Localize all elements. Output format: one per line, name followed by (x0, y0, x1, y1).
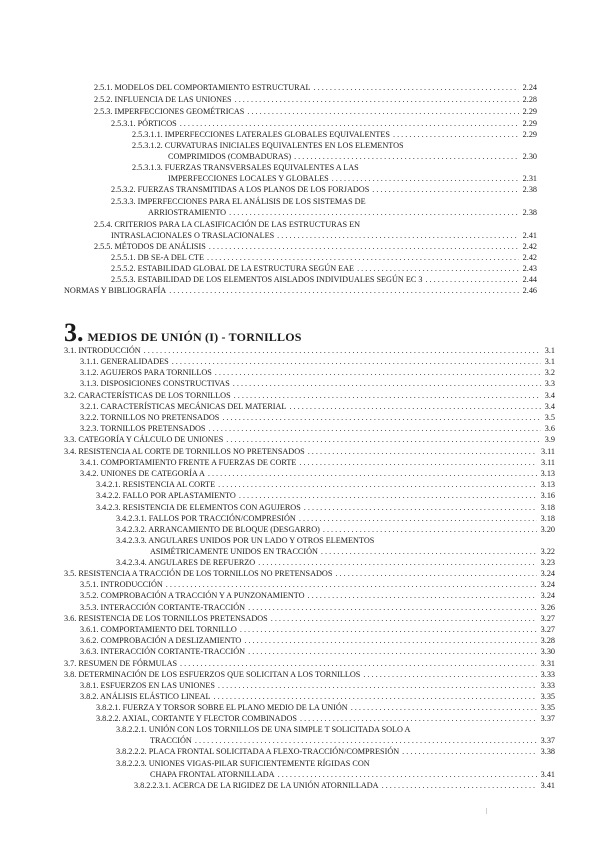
toc-entry-page: 3.38 (540, 747, 555, 756)
toc-entry-page: 3.24 (540, 580, 555, 589)
toc-entry-page: 3.13 (540, 469, 555, 478)
toc-entry (150, 546, 555, 557)
toc-entry-title: TRACCIÓN (150, 736, 192, 745)
toc-entry-page: 3.20 (540, 525, 555, 534)
toc-entry-title: 2.5.4. CRITERIOS PARA LA CLASIFICACIÓN DE LAS ESTRUCTURAS EN (94, 220, 361, 229)
toc-entry-title: 2.5.3.1.3. FUERZAS TRANSVERSALES EQUIVALENTES A LAS (132, 163, 359, 172)
toc-entry (64, 285, 537, 296)
toc-entry-page: 2.42 (522, 242, 537, 251)
toc-entry-title: 2.5.5.2. ESTABILIDAD GLOBAL DE LA ESTRUCTURA SEGÚN EAE (111, 264, 355, 273)
toc-entry (168, 151, 537, 162)
toc-entry-page: 2.24 (522, 83, 537, 92)
toc-entry-title: 2.5.2. INFLUENCIA DE LAS UNIONES (94, 95, 232, 104)
toc-entry-title: 3.7. RESUMEN DE FÓRMULAS (64, 659, 178, 668)
toc-entry (80, 378, 555, 389)
toc-entry-title: 3.2. CARACTERÍSTICAS DE LOS TORNILLOS (64, 391, 231, 400)
toc-entry-title: 3.4.2.3.2. ARRANCAMIENTO DE BLOQUE (DESGARRO) (116, 525, 320, 534)
toc-entry (150, 769, 555, 780)
toc-entry-page: 3.26 (540, 603, 555, 612)
toc-entry (94, 106, 537, 117)
toc-entry-page: 2.38 (522, 208, 537, 217)
toc-entry-page: 3.35 (540, 692, 555, 701)
toc-entry (116, 746, 555, 757)
toc-entry-page: 3.11 (540, 458, 555, 467)
toc-entry-page: 2.42 (522, 253, 537, 262)
toc-entry-title: 3.5.1. INTRODUCCIÓN (80, 580, 163, 589)
toc-entry-title: 3.4. RESISTENCIA AL CORTE DE TORNILLOS NO PRETENSADOS (64, 447, 305, 456)
toc-entry-title: 3.4.2.1. RESISTENCIA AL CORTE (96, 480, 216, 489)
toc-entry-title: NORMAS Y BIBLIOGRAFÍA (64, 286, 167, 295)
toc-entry-title: 3.4.2.3. RESISTENCIA DE ELEMENTOS CON AGUJEROS (96, 503, 301, 512)
toc-entry-title: CHAPA FRONTAL ATORNILLADA (150, 770, 275, 779)
toc-entry (96, 479, 555, 490)
toc-entry (80, 590, 555, 601)
toc-entry-title: 2.5.5.1. DB SE-A DEL CTE (111, 253, 204, 262)
toc-entry-title: 3.4.2.3.4. ANGULARES DE REFUERZO (116, 558, 256, 567)
toc-entry-page: 3.35 (540, 703, 555, 712)
toc-entry-title: 2.5.5.3. ESTABILIDAD DE LOS ELEMENTOS AISLADOS INDIVIDUALES SEGÚN EC 3 (111, 275, 423, 284)
toc-entry (96, 702, 555, 713)
toc-entry-title: 3.3. CATEGORÍA Y CÁLCULO DE UNIONES (64, 435, 224, 444)
toc-entry-page: 2.30 (522, 152, 537, 161)
toc-entry (150, 735, 555, 746)
toc-entry-page: 3.27 (540, 625, 555, 634)
toc-entry (111, 230, 537, 241)
toc-entry-title: 3.2.2. TORNILLOS NO PRETENSADOS (80, 413, 220, 422)
toc-entry-title: ARRIOSTRAMIENTO (148, 208, 227, 217)
toc-entry-title: 3.8.2.2.2. PLACA FRONTAL SOLICITADA A FLEXO-TRACCIÓN/COMPRESIÓN (116, 747, 400, 756)
chapter-number: 3. (64, 318, 84, 347)
toc-entry-page: 3.6 (544, 424, 555, 433)
toc-entry-page: 3.37 (540, 736, 555, 745)
toc-entry-title: 3.4.1. COMPORTAMIENTO FRENTE A FUERZAS DE CORTE (80, 458, 297, 467)
toc-entry (132, 129, 537, 140)
toc-entry (64, 345, 555, 356)
toc-entry-page: 3.23 (540, 558, 555, 567)
toc-entry-page: 2.41 (522, 231, 537, 240)
toc-entry (80, 602, 555, 613)
toc-entry-page: 3.41 (540, 781, 555, 790)
toc-entry-page: 3.1 (544, 357, 555, 366)
toc-entry-title: ASIMÉTRICAMENTE UNIDOS EN TRACCIÓN (150, 547, 318, 556)
toc-entry (80, 579, 555, 590)
toc-entry-title: 3.1. INTRODUCCIÓN (64, 346, 141, 355)
toc-entry-title: 3.1.1. GENERALIDADES (80, 357, 169, 366)
toc-entry-title: 2.5.5. MÉTODOS DE ANÁLISIS (94, 242, 206, 251)
toc-entry (64, 434, 555, 445)
toc-entry-page: 2.29 (522, 119, 537, 128)
toc-entry-title: 2.5.3.3. IMPERFECCIONES PARA EL ANÁLISIS DE LOS SISTEMAS DE (111, 197, 366, 206)
toc-entry-page: 3.22 (540, 547, 555, 556)
toc-entry (80, 356, 555, 367)
toc-entry-title: INTRASLACIONALES O TRASLACIONALES (111, 231, 275, 240)
toc-entry-title: 3.2.1. CARACTERÍSTICAS MECÁNICAS DEL MATERIAL (80, 402, 287, 411)
toc-entry-title: 3.8. DETERMINACIÓN DE LOS ESFUERZOS QUE SOLICITAN A LOS TORNILLOS (64, 670, 361, 679)
toc-entry-title: 2.5.3.1.2. CURVATURAS INICIALES EQUIVALENTES EN LOS ELEMENTOS (132, 141, 404, 150)
toc-entry-title: 2.5.3. IMPERFECCIONES GEOMÉTRICAS (94, 107, 245, 116)
toc-entry (116, 557, 555, 568)
toc-entry (94, 241, 537, 252)
toc-entry (96, 502, 555, 513)
toc-entry-page: 2.31 (522, 174, 537, 183)
toc-entry-page: 3.4 (544, 402, 555, 411)
toc-entry-title: COMPRIMIDOS (COMBADURAS) (168, 152, 292, 161)
toc-entry-page: 2.46 (522, 286, 537, 295)
toc-entry (80, 401, 555, 412)
toc-entry (116, 513, 555, 524)
toc-entry-title: 3.8.1. ESFUERZOS EN LAS UNIONES (80, 681, 215, 690)
toc-entry (64, 390, 555, 401)
toc-entry-page: 3.41 (540, 770, 555, 779)
toc-entry (64, 613, 555, 624)
toc-entry-page: 3.2 (544, 368, 555, 377)
toc-entry (80, 635, 555, 646)
toc-entry-page: 3.30 (540, 647, 555, 656)
toc-entry-page: 3.18 (540, 514, 555, 523)
toc-entry-page: 3.5 (544, 413, 555, 422)
toc-entry-title: 3.2.3. TORNILLOS PRETENSADOS (80, 424, 206, 433)
toc-entry-title: 3.6. RESISTENCIA DE LOS TORNILLOS PRETENSADOS (64, 614, 268, 623)
toc-entry (94, 82, 537, 93)
scan-mark (486, 808, 487, 814)
toc-entry (80, 468, 555, 479)
toc-entry-page: 3.18 (540, 503, 555, 512)
toc-entry-title: 3.4.2.3.3. ANGULARES UNIDOS POR UN LADO Y OTROS ELEMENTOS (116, 536, 375, 545)
toc-entry-title: 3.1.3. DISPOSICIONES CONSTRUCTIVAS (80, 379, 230, 388)
toc-entry-title: 3.1.2. AGUJEROS PARA TORNILLOS (80, 368, 212, 377)
toc-entry-title: 3.6.1. COMPORTAMIENTO DEL TORNILLO (80, 625, 237, 634)
toc-entry (64, 568, 555, 579)
toc-entry (96, 490, 555, 501)
toc-entry (111, 263, 537, 274)
toc-entry-title: 3.5. RESISTENCIA A TRACCIÓN DE LOS TORNILLOS NO PRETENSADOS (64, 569, 333, 578)
toc-entry-page: 3.33 (540, 670, 555, 679)
toc-entry-page: 2.43 (522, 264, 537, 273)
toc-entry-title: IMPERFECCIONES LOCALES Y GLOBALES (168, 174, 329, 183)
toc-entry (80, 457, 555, 468)
chapter-title: MEDIOS DE UNIÓN (I) - TORNILLOS (87, 330, 302, 344)
toc-entry-title: 2.5.3.1. PÓRTICOS (111, 119, 177, 128)
toc-entry-page: 2.29 (522, 130, 537, 139)
toc-entry-page: 3.4 (544, 391, 555, 400)
toc-entry-page: 3.33 (540, 681, 555, 690)
toc-entry-title: 3.5.3. INTERACCIÓN CORTANTE-TRACCIÓN (80, 603, 246, 612)
toc-entry-title: 3.6.3. INTERACCIÓN CORTANTE-TRACCIÓN (80, 647, 246, 656)
chapter-heading (64, 318, 302, 348)
toc-entry-title: 3.6.2. COMPROBACIÓN A DESLIZAMIENTO (80, 636, 242, 645)
toc-entry-title: 2.5.3.2. FUERZAS TRANSMITIDAS A LOS PLANOS DE LOS FORJADOS (111, 185, 370, 194)
toc-entry (80, 624, 555, 635)
toc-entry-page: 3.16 (540, 491, 555, 500)
toc-entry (111, 118, 537, 129)
toc-entry-page: 3.11 (540, 447, 555, 456)
toc-entry (64, 669, 555, 680)
toc-entry (148, 207, 537, 218)
toc-entry-page: 2.28 (522, 95, 537, 104)
toc-entry-page: 2.29 (522, 107, 537, 116)
toc-entry (80, 367, 555, 378)
toc-entry-page: 2.38 (522, 185, 537, 194)
toc-entry-title: 3.4.2.3.1. FALLOS POR TRACCIÓN/COMPRESIÓN (116, 514, 296, 523)
toc-entry-page: 3.13 (540, 480, 555, 489)
toc-entry (94, 94, 537, 105)
toc-entry-title: 3.4.2. UNIONES DE CATEGORÍA A (80, 469, 205, 478)
toc-entry-page: 3.24 (540, 569, 555, 578)
toc-entry-page: 2.44 (522, 275, 537, 284)
toc-entry (80, 691, 555, 702)
toc-entry (80, 646, 555, 657)
toc-entry-page: 3.28 (540, 636, 555, 645)
toc-entry-title: 3.5.2. COMPROBACIÓN A TRACCIÓN Y A PUNZONAMIENTO (80, 591, 305, 600)
toc-entry-title: 3.8.2.1. FUERZA Y TORSOR SOBRE EL PLANO MEDIO DE LA UNIÓN (96, 703, 348, 712)
toc-entry-page: 3.31 (540, 659, 555, 668)
toc-entry (116, 524, 555, 535)
toc-entry (64, 658, 555, 669)
toc-entry (64, 446, 555, 457)
toc-entry-page: 3.24 (540, 591, 555, 600)
toc-entry-title: 3.4.2.2. FALLO POR APLASTAMIENTO (96, 491, 236, 500)
toc-entry-page: 3.37 (540, 714, 555, 723)
toc-entry (111, 252, 537, 263)
toc-entry-title: 3.8.2.2.1. UNIÓN CON LOS TORNILLOS DE UNA SIMPLE T SOLICITADA SOLO A (116, 725, 411, 734)
toc-entry (134, 780, 555, 791)
toc-entry (80, 680, 555, 691)
toc-entry (80, 412, 555, 423)
toc-entry-page: 3.27 (540, 614, 555, 623)
toc-entry-title: 3.8.2.2.3.1. ACERCA DE LA RIGIDEZ DE LA UNIÓN ATORNILLADA (134, 781, 379, 790)
toc-entry-title: 3.8.2. ANÁLISIS ELÁSTICO LINEAL (80, 692, 211, 701)
toc-entry-page: 3.3 (544, 379, 555, 388)
toc-entry (111, 184, 537, 195)
toc-entry-title: 2.5.1. MODELOS DEL COMPORTAMIENTO ESTRUCTURAL (94, 83, 311, 92)
toc-entry-page: 3.1 (544, 346, 555, 355)
toc-entry-page: 3.9 (544, 435, 555, 444)
toc-entry (168, 173, 537, 184)
toc-entry (96, 713, 555, 724)
toc-entry-title: 3.8.2.2. AXIAL, CORTANTE Y FLECTOR COMBINADOS (96, 714, 297, 723)
toc-entry (111, 274, 537, 285)
toc-entry-title: 3.8.2.2.3. UNIONES VIGAS-PILAR SUFICIENTEMENTE RÍGIDAS CON (116, 759, 370, 768)
toc-entry-title: 2.5.3.1.1. IMPERFECCIONES LATERALES GLOBALES EQUIVALENTES (132, 130, 390, 139)
toc-entry (80, 423, 555, 434)
